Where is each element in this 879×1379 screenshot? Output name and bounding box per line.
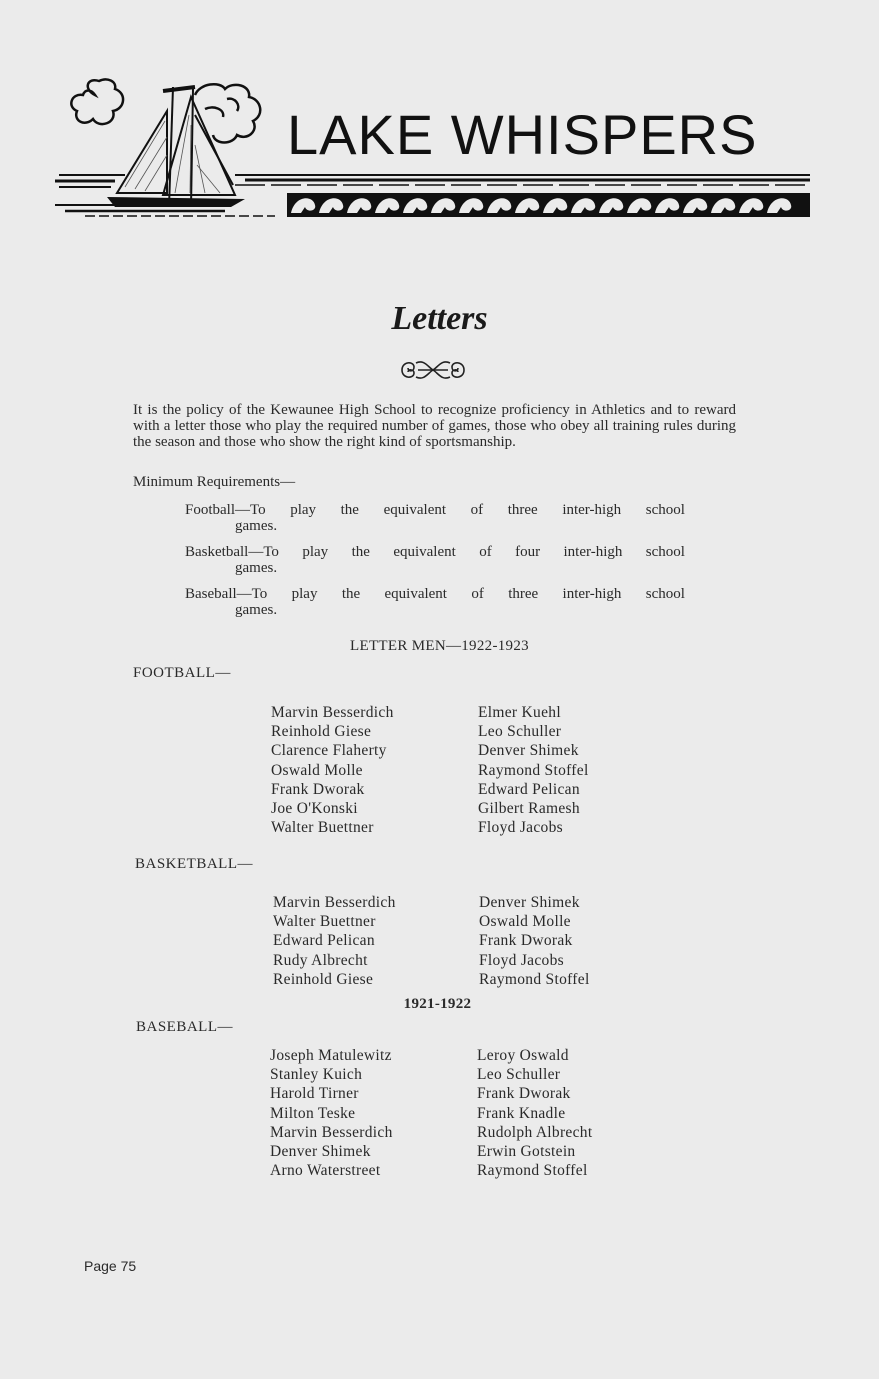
list-item: Marvin Besserdich — [273, 894, 396, 911]
page-number: Page 75 — [84, 1258, 137, 1274]
basketball-names-left — [273, 893, 396, 989]
basketball-label: BASKETBALL— — [135, 856, 253, 872]
list-item: Joseph Matulewitz — [270, 1047, 392, 1064]
football-requirement: Football—To play the equivalent of three inter-high school games. — [185, 502, 685, 534]
list-item: Rudolph Albrecht — [477, 1123, 593, 1141]
list-item: Walter Buettner — [271, 819, 374, 837]
list-item: Frank Knadle — [477, 1104, 566, 1122]
list-item: Frank Dworak — [479, 932, 573, 950]
list-item: Frank Dworak — [271, 780, 365, 798]
list-item: Gilbert Ramesh — [478, 800, 580, 818]
list-item: Leo Schuller — [478, 723, 562, 741]
masthead-title: LAKE WHISPERS — [287, 103, 758, 166]
list-item: Harold Tirner — [270, 1085, 359, 1103]
list-item: Marvin Besserdich — [270, 1123, 393, 1141]
list-item: Joe O'Konski — [271, 800, 358, 818]
list-item: Oswald Molle — [479, 913, 571, 931]
list-item: Raymond Stoffel — [479, 970, 590, 988]
list-item: Leroy Oswald — [477, 1047, 569, 1064]
list-item: Edward Pelican — [273, 932, 375, 950]
wave-border — [55, 171, 815, 221]
list-item: Walter Buettner — [273, 913, 376, 931]
football-label: FOOTBALL— — [133, 665, 231, 681]
list-item: Raymond Stoffel — [477, 1162, 588, 1180]
list-item: Floyd Jacobs — [479, 951, 564, 969]
masthead — [55, 75, 815, 225]
football-names-right — [478, 703, 589, 837]
year-heading: 1921-1922 — [403, 996, 472, 1012]
list-item: Frank Dworak — [477, 1085, 571, 1103]
intro-paragraph: It is the policy of the Kewaunee High School to recognize proficiency in Athletics and to reward with a letter those who play the required number of games, those who obey all training rules during the season and those who show the right kind of sportsmanship. — [133, 402, 736, 450]
list-item: Raymond Stoffel — [478, 761, 589, 779]
list-item: Reinhold Giese — [273, 970, 374, 988]
list-item: Denver Shimek — [478, 742, 579, 760]
minimum-requirements-heading: Minimum Requirements— — [133, 474, 296, 490]
baseball-label: BASEBALL— — [136, 1019, 234, 1035]
list-item: Denver Shimek — [270, 1143, 371, 1161]
ornament-icon — [398, 357, 468, 383]
list-item: Elmer Kuehl — [478, 704, 561, 721]
list-item: Milton Teske — [270, 1104, 356, 1122]
list-item: Edward Pelican — [478, 780, 580, 798]
list-item: Clarence Flaherty — [271, 742, 387, 760]
list-item: Rudy Albrecht — [273, 951, 368, 969]
list-item: Erwin Gotstein — [477, 1143, 576, 1161]
list-item: Oswald Molle — [271, 761, 363, 779]
section-title: Letters — [391, 300, 488, 337]
list-item: Floyd Jacobs — [478, 819, 563, 837]
list-item: Denver Shimek — [479, 894, 580, 911]
letter-men-heading: LETTER MEN—1922-1923 — [350, 638, 529, 654]
list-item: Marvin Besserdich — [271, 704, 394, 721]
basketball-names-right — [479, 893, 590, 989]
football-names-left — [271, 703, 394, 837]
list-item: Reinhold Giese — [271, 723, 372, 741]
baseball-names-right — [477, 1046, 592, 1180]
list-item: Leo Schuller — [477, 1066, 561, 1084]
baseball-requirement: Baseball—To play the equivalent of three inter-high school games. — [185, 586, 685, 618]
basketball-requirement: Basketball—To play the equivalent of four inter-high school games. — [185, 544, 685, 576]
list-item: Arno Waterstreet — [270, 1162, 381, 1180]
baseball-names-left — [270, 1046, 393, 1180]
list-item: Stanley Kuich — [270, 1066, 363, 1084]
